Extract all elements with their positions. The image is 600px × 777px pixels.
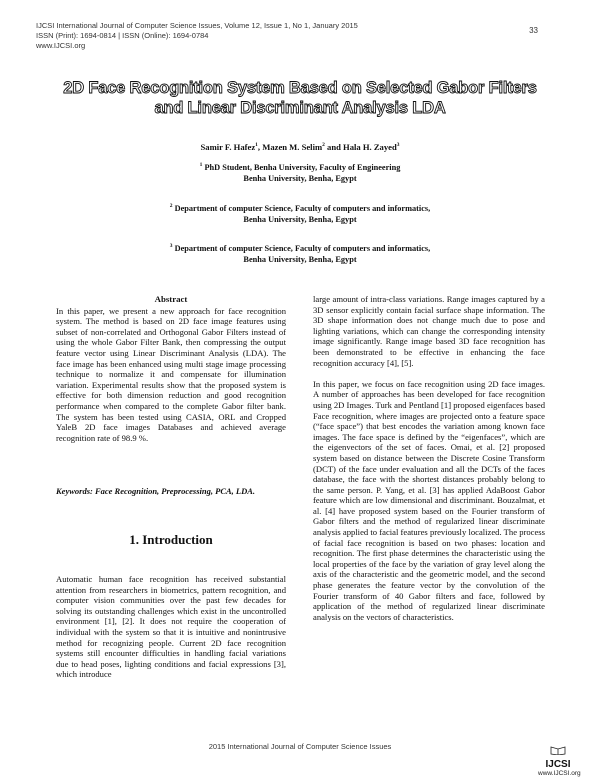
author-1: Samir F. Hafez	[200, 142, 256, 152]
ijcsi-logo	[538, 742, 581, 777]
page-number: 33	[529, 26, 538, 35]
affiliation-line: Department of computer Science, Faculty of computers and informatics,	[174, 203, 431, 213]
author-2-sup: 2	[322, 142, 325, 149]
introduction-heading: 1. Introduction	[129, 532, 213, 547]
logo-url: www.IJCSI.org	[538, 770, 581, 777]
keywords: Keywords: Face Recognition, Preprocessing, PCA, LDA.	[56, 486, 256, 496]
author-list	[0, 142, 600, 152]
title-line-1: 2D Face Recognition System Based on Selected Gabor Filters	[63, 79, 537, 97]
right-column	[313, 294, 545, 622]
abstract-heading: Abstract	[154, 294, 188, 304]
affiliation-line: Benha University, Benha, Egypt	[243, 173, 357, 183]
book-icon	[550, 745, 566, 755]
author-3-sup: 3	[396, 142, 400, 149]
affiliation-2	[0, 201, 600, 225]
header-journal-line: IJCSI International Journal of Computer Science Issues, Volume 12, Issue 1, No 1, January 2015	[36, 21, 358, 30]
affiliation-line: Benha University, Benha, Egypt	[243, 214, 357, 224]
abstract-section	[56, 294, 286, 443]
right-paragraph-1: large amount of intra-class variations. Range images captured by a 3D sensor explicitly contain facial surface shape information. The 3D shape information does not change much due to pose and lighting variations, which can change the corresponding intensity image significantly. Range image based 3D face recognition has been demonstrated to be effective in enhancing the face recognition accuracy [4], [5].	[313, 294, 545, 368]
right-paragraph-2: In this paper, we focus on face recognition using 2D face images. A number of approaches has been developed for face recognition using 2D Images. Turk and Pentland [1] proposed eigenfaces based Face recognition, where images are projected onto a feature space (“face space”) that best encodes the variation among known face images. The face space is defined by the “eigenfaces”, which are the eigenvectors of the set of faces. Omai, et al. [2] proposed system based on distance between the Discrete Cosine Transform (DCT) of the face under evaluation and all the DCTs of the faces database, the face with the shortest distances probably belong to the same person. P. Yang, et al. [3] has applied AdaBoost Gabor feature which are low dimensional and discriminant. Bouzalmat, et al. [4] have proposed system based on the Fourier transform of Gabor filters and the method of regularized linear discriminate analysis applied to facial features previously localized. The process of facial face recognition is based on two phases: location and recognition. The first phase determines the characteristic using the local properties of the face by the variation of gray level along the axis of the characteristic and the geometric model, and the second phase generates the feature vector by the convolution of the Fourier transform of 40 Gabor filters and face, followed by application of the method of regularized linear discriminate analysis on the vectors of characteristics.	[313, 378, 545, 622]
abstract-text: In this paper, we present a new approach for face recognition system. The method is based on 2D face image features using subset of non-correlated and Orthogonal Gabor Filters instead of using the whole Gabor Filter Bank, then compressing the output feature vector using Linear Discriminant Analysis (LDA). The face image has been enhanced using multi stage image processing technique to normalize it and compensate for illumination variation. Experimental results show that the proposed system is effective for both dimension reduction and good recognition performance when compared to the complete Gabor filter bank. The system has been tested using CASIA, ORL and Cropped YaleB 2D face images Databases and achieved average recognition rate of 98.9 %.	[56, 305, 286, 443]
affiliation-3	[0, 241, 600, 265]
paper-title	[40, 78, 560, 118]
affiliation-sup: 3	[169, 243, 173, 249]
page-footer: 2015 International Journal of Computer Science Issues	[208, 742, 392, 751]
introduction-text-column	[56, 574, 286, 680]
title-line-2: and Linear Discriminant Analysis LDA	[154, 99, 446, 117]
affiliation-line: Department of computer Science, Faculty of computers and informatics,	[174, 243, 431, 253]
logo-text: IJCSI	[545, 759, 571, 770]
author-2: , Mazen M. Selim	[257, 142, 323, 152]
author-3: and Hala H. Zayed	[324, 142, 397, 152]
affiliation-sup: 2	[169, 203, 173, 209]
header-issn-line: ISSN (Print): 1694-0814 | ISSN (Online): 1694-0784	[36, 31, 209, 40]
header-url: www.IJCSI.org	[36, 41, 86, 50]
introduction-text: Automatic human face recognition has received substantial attention from researchers in biometrics, pattern recognition, and computer vision communities over the past few decades for solving its outstanding challenges which exist in the uncontrolled environment [1], [2]. It does not require the cooperation of individual with the system so that it is intuitive and nonintrusive method for recognizing people. Current 2D face recognition systems still encounter difficulties in handling facial variations due to head poses, lighting conditions and facial expressions [3], which introduce	[56, 574, 286, 680]
journal-header	[36, 21, 358, 51]
affiliation-line: PhD Student, Benha University, Faculty of Engineering	[204, 162, 401, 172]
affiliation-1	[0, 160, 600, 184]
author-1-sup: 1	[255, 142, 258, 149]
affiliation-line: Benha University, Benha, Egypt	[243, 254, 357, 264]
affiliation-sup: 1	[199, 162, 203, 168]
